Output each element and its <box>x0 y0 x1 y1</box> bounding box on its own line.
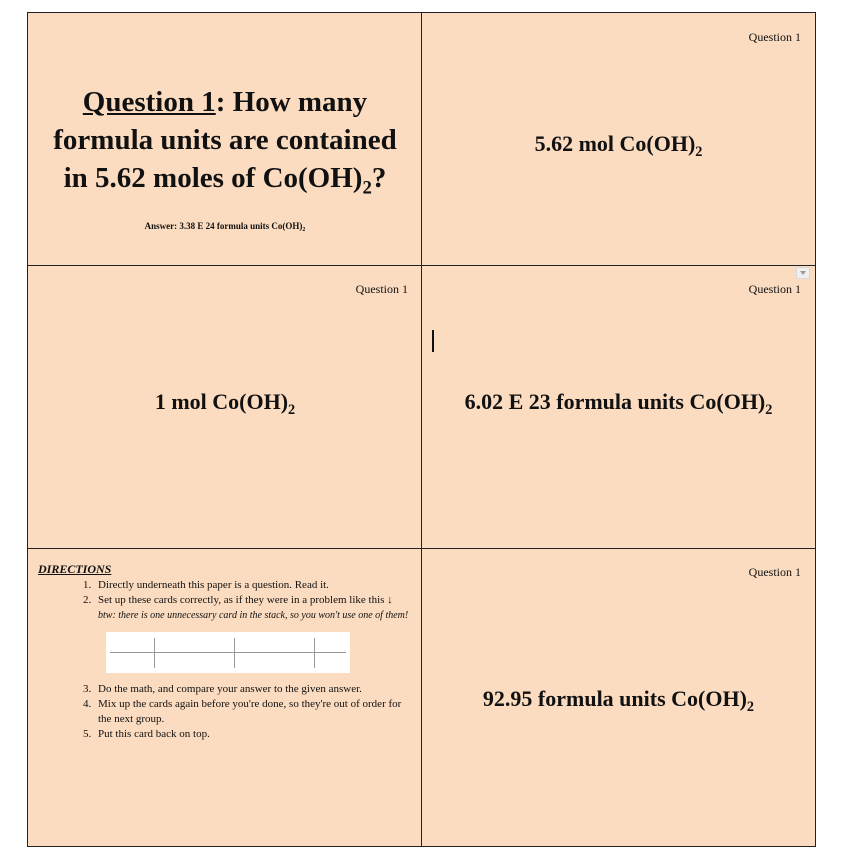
card-tag: Question 1 <box>355 282 408 296</box>
directions-block <box>38 562 410 742</box>
card-value-subscript: 2 <box>765 402 773 418</box>
grid-divider-row-1 <box>28 265 816 266</box>
card-value-text: 92.95 formula units Co(OH) <box>482 686 747 711</box>
answer-text <box>28 221 422 234</box>
card-mid-right[interactable] <box>422 265 815 548</box>
question-title-subscript: 2 <box>362 177 372 199</box>
grid-divider-row-2 <box>28 548 816 549</box>
directions-step-3: 3. Do the math, and compare your answer to the given answer. <box>94 682 410 697</box>
directions-step-4: 4. Mix up the cards again before you're done, so they're out of order for the next group. <box>94 697 410 727</box>
question-title-prefix: Question 1 <box>82 86 216 118</box>
card-tag: Question 1 <box>748 30 801 44</box>
question-title-rest: : How many <box>215 86 368 118</box>
directions-list <box>38 578 410 742</box>
dropdown-arrow-icon[interactable] <box>796 267 810 279</box>
card-value <box>422 131 815 160</box>
directions-step-2-text: Set up these cards correctly, as if they were in a problem like this ↓ <box>98 594 393 606</box>
card-value-subscript: 2 <box>288 402 296 418</box>
question-title-line3: in 5.62 moles of Co(OH) <box>63 162 363 194</box>
question-card <box>28 13 422 265</box>
card-bottom-right[interactable] <box>422 548 815 846</box>
card-value-subscript: 2 <box>695 144 703 160</box>
directions-step-2 <box>94 593 410 673</box>
answer-subscript: 2 <box>302 227 306 234</box>
grid-border-top <box>28 12 816 13</box>
answer-label: Answer: 3.38 E 24 formula units Co(OH) <box>144 221 303 231</box>
example-grid-divider <box>234 638 235 668</box>
directions-step-1: 1. Directly underneath this paper is a question. Read it. <box>94 578 410 593</box>
grid-border-bottom <box>28 846 816 847</box>
text-cursor-icon <box>432 330 434 352</box>
grid-border-right <box>815 12 816 847</box>
directions-step-5: 5. Put this card back on top. <box>94 727 410 742</box>
example-grid-divider <box>154 638 155 668</box>
card-value <box>422 389 815 418</box>
grid-border-left <box>27 12 28 847</box>
question-title-line2: formula units are contained <box>53 124 397 156</box>
grid-divider-vertical <box>421 12 422 847</box>
card-value <box>28 389 422 418</box>
example-grid-horizontal-line <box>110 652 346 653</box>
card-value <box>422 686 815 715</box>
card-tag: Question 1 <box>748 565 801 579</box>
card-value-text: 5.62 mol Co(OH) <box>534 131 696 156</box>
directions-heading: DIRECTIONS <box>38 562 112 576</box>
card-top-right[interactable] <box>422 13 815 265</box>
example-setup-grid <box>106 632 350 673</box>
directions-step-2-note: btw: there is one unnecessary card in the stack, so you won't use one of them! <box>98 610 409 621</box>
card-value-subscript: 2 <box>746 699 755 715</box>
card-value-text: 6.02 E 23 formula units Co(OH) <box>464 389 766 414</box>
card-value-text: 1 mol Co(OH) <box>154 389 289 414</box>
question-title <box>28 83 422 197</box>
example-grid-divider <box>314 638 315 668</box>
question-title-end: ? <box>371 162 387 194</box>
card-mid-left[interactable] <box>28 265 422 548</box>
card-tag: Question 1 <box>748 282 801 296</box>
